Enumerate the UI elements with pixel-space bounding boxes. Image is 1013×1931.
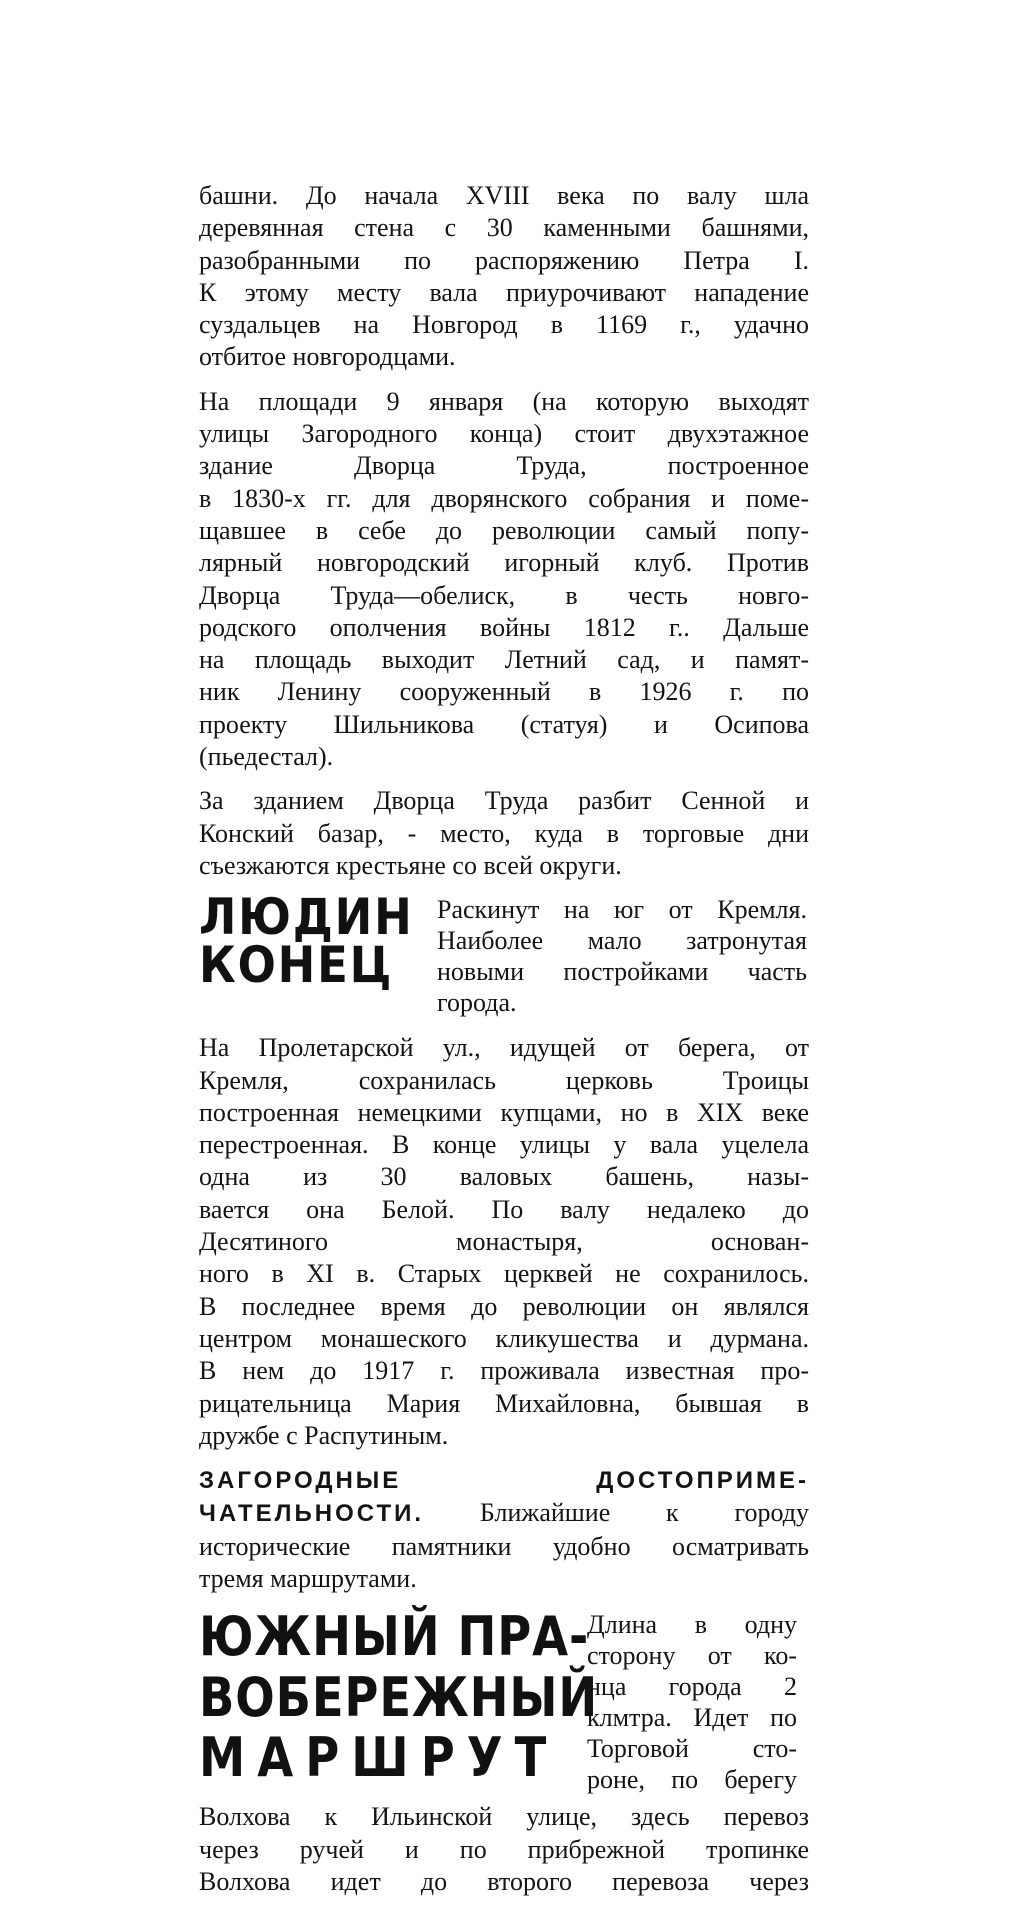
text-line: На площади 9 января (на которую выходят	[199, 386, 809, 416]
text-line: Дворца Труда—обелиск, в честь новго-	[199, 580, 809, 610]
text-line: нца города 2	[587, 1672, 797, 1702]
inline-heading: ЗАГОРОДНЫЕ ДОСТОПРИМЕ-	[199, 1467, 809, 1495]
text-line: (пьедестал).	[199, 742, 334, 772]
text-line: Волхова идет до второго перевоза через	[199, 1866, 809, 1896]
heading-side-text	[437, 894, 807, 1018]
section-south-route	[199, 1607, 809, 1795]
text-line: Волхова к Ильинской улице, здесь перевоз	[199, 1802, 809, 1832]
heading-line: ЛЮДИН	[199, 888, 414, 947]
text-line: вается она Белой. По валу недалеко до	[199, 1194, 809, 1224]
text-line: щавшее в себе до революции самый попу-	[199, 515, 809, 545]
text-line: ного в XI в. Старых церквей не сохранилось.	[199, 1259, 809, 1289]
text-line: роне, по берегу	[587, 1765, 797, 1795]
text-line: деревянная стена с 30 каменными башнями,	[199, 213, 809, 243]
inline-text: Ближайшие к городу	[424, 1498, 809, 1528]
paragraph-towers	[199, 180, 809, 374]
text-line	[199, 1497, 809, 1530]
text-line: Длина в одну	[587, 1610, 797, 1640]
text-line: Раскинут на юг от Кремля.	[437, 895, 807, 925]
paragraph-market	[199, 785, 809, 882]
text-line: Торговой сто-	[587, 1734, 797, 1764]
text-line: родского ополчения войны 1812 г.. Дальше	[199, 612, 809, 642]
text-line: разобранными по распоряжению Петра I.	[199, 245, 809, 275]
paragraph-sights	[199, 1464, 809, 1595]
text-line: улицы Загородного конца) стоит двухэтажное	[199, 419, 809, 449]
heading-line: КОНЕЦ	[199, 935, 394, 994]
text-line: построенная немецкими купцами, но в XIX веке	[199, 1097, 809, 1127]
paragraph-route-continues	[199, 1801, 809, 1898]
paragraph-proletarskaya	[199, 1032, 809, 1452]
text-column	[199, 180, 809, 1910]
text-line: К этому месту вала приурочивают нападение	[199, 277, 809, 307]
section-heading	[199, 1605, 599, 1790]
text-line: перестроенная. В конце улицы у вала уцелела	[199, 1130, 809, 1160]
section-heading	[199, 888, 414, 994]
text-line: клмтра. Идет по	[587, 1703, 797, 1733]
heading-line: МАРШРУТ	[199, 1726, 559, 1790]
section-lyudin-konets	[199, 888, 809, 1018]
paragraph-square	[199, 386, 809, 774]
text-line: новыми постройками часть	[437, 957, 807, 987]
text-line: ник Ленину сооруженный в 1926 г. по	[199, 677, 809, 707]
text-line: проекту Шильникова (статуя) и Осипова	[199, 709, 809, 739]
text-line	[199, 1464, 809, 1497]
inline-heading: ЧАТЕЛЬНОСТИ.	[199, 1500, 425, 1528]
text-line: на площадь выходит Летний сад, и памят-	[199, 645, 809, 675]
heading-line: ЮЖНЫЙ ПРА-	[199, 1605, 590, 1669]
text-line: исторические памятники удобно осматривать	[199, 1531, 809, 1561]
text-line: Конский базар, - место, куда в торговые дни	[199, 818, 809, 848]
text-line: Наиболее мало затронутая	[437, 926, 807, 956]
text-line: здание Дворца Труда, построенное	[199, 451, 809, 481]
text-line: В нем до 1917 г. проживала известная про-	[199, 1356, 809, 1386]
text-line: Десятиного монастыря, основан-	[199, 1227, 809, 1257]
text-line: суздальцев на Новгород в 1169 г., удачно	[199, 310, 809, 340]
heading-line: ВОБЕРЕЖНЫЙ	[199, 1665, 599, 1729]
text-line: сторону от ко-	[587, 1641, 797, 1671]
text-line: города.	[437, 988, 517, 1018]
text-line: В последнее время до революции он являлся	[199, 1291, 809, 1321]
text-line: тремя маршрутами.	[199, 1563, 417, 1593]
heading-side-text	[587, 1609, 797, 1795]
text-line: За зданием Дворца Труда разбит Сенной и	[199, 786, 809, 816]
text-line: через ручей и по прибрежной тропинке	[199, 1834, 809, 1864]
text-line: Кремля, сохранилась церковь Троицы	[199, 1065, 809, 1095]
text-line: съезжаются крестьяне со всей округи.	[199, 850, 622, 880]
text-line: На Пролетарской ул., идущей от берега, от	[199, 1033, 809, 1063]
text-line: лярный новгородский игорный клуб. Против	[199, 548, 809, 578]
text-line: в 1830-х гг. для дворянского собрания и поме-	[199, 483, 809, 513]
text-line: центром монашеского кликушества и дурмана.	[199, 1323, 809, 1353]
text-line: одна из 30 валовых башень, назы-	[199, 1162, 809, 1192]
text-line: рицательница Мария Михайловна, бывшая в	[199, 1388, 809, 1418]
text-line: отбитое новгородцами.	[199, 342, 456, 372]
text-line: дружбе с Распутиным.	[199, 1420, 449, 1450]
text-line: башни. До начала XVIII века по валу шла	[199, 181, 809, 210]
